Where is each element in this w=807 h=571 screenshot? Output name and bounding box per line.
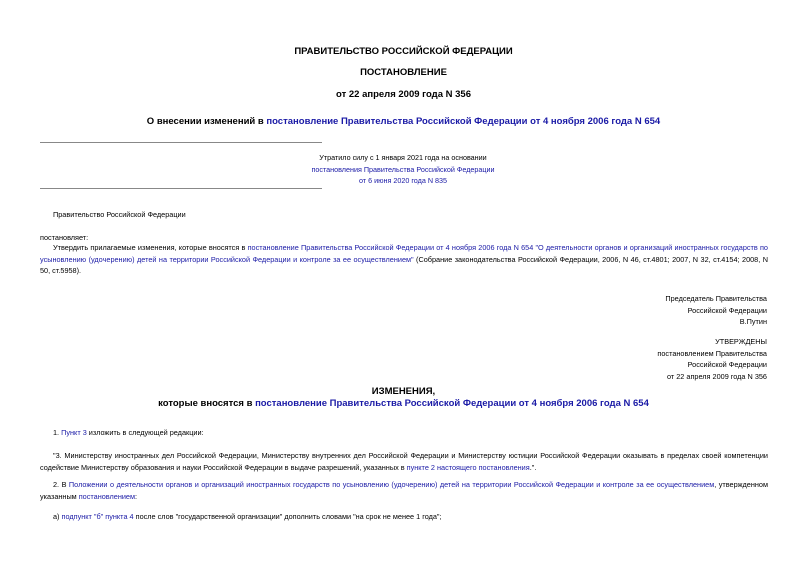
repeal-notice-text: Утратило силу с 1 января 2021 года на основании <box>319 153 487 162</box>
item-1-link[interactable]: Пункт 3 <box>61 428 87 437</box>
resolution-link[interactable]: постановление Правительства Российской Федерации от 4 ноября 2006 года N 654 "О деятельности органов и организаций иностранных государств по усыновлению (удочерению) детей на территории Российской Федерации и контроле за ее осуществлением" <box>40 243 768 264</box>
repeal-link-line1[interactable]: постановления Правительства Российской Федерации <box>311 164 495 174</box>
approval-block <box>657 336 767 382</box>
item-a: а) подпункт "б" пункта 4 после слов "государственной организации" дополнить словами "на срок не менее 1 года"; <box>53 512 442 521</box>
approval-line3: Российской Федерации <box>687 360 767 370</box>
title-link[interactable]: постановление Правительства Российской Федерации от 4 ноября 2006 года N 654 <box>266 116 661 127</box>
signature-org: Российской Федерации <box>687 305 767 315</box>
signature-block <box>665 293 767 328</box>
divider-top <box>40 142 322 143</box>
approval-date: от 22 апреля 2009 года N 356 <box>666 371 767 381</box>
changes-subheading: которые вносятся в постановление Правительства Российской Федерации от 4 ноября 2006 года N 654 <box>158 398 649 409</box>
approval-line2: постановлением Правительства <box>657 348 767 358</box>
title-prefix: О внесении изменений в <box>146 116 267 127</box>
changes-heading: ИЗМЕНЕНИЯ, <box>371 386 436 397</box>
item-1: 1. Пункт 3 изложить в следующей редакции: <box>53 428 204 437</box>
resolves-label: постановляет: <box>40 233 89 242</box>
government-name: Правительство Российской Федерации <box>53 210 186 219</box>
signature-title: Председатель Правительства <box>665 294 767 303</box>
repeal-link-line2[interactable]: от 6 июня 2020 года N 835 <box>358 176 448 185</box>
document-type: ПОСТАНОВЛЕНИЕ <box>360 67 447 78</box>
quoted-paragraph: "3. Министерству иностранных дел Российской Федерации, Министерству внутренних дел Российской Федерации и Министерству юстиции Российской Федерации оказывать в пределах своей компетенции содействие Министерству образования и науки Российской Федерации в выдаче разрешений, указанных в пункте 2 настоящего постановления.". <box>40 451 768 472</box>
repeal-notice <box>300 152 506 187</box>
resolution-paragraph: Утвердить прилагаемые изменения, которые вносятся в постановление Правительства Российской Федерации от 4 ноября 2006 года N 654 "О деятельности органов и организаций иностранных государств по усыновлению (удочерению) детей на территории Российской Федерации и контроле за ее осуществлением" (Собрание законодательства Российской Федерации, 2006, N 46, ст.4801; 2007, N 32, ст.4154; 2008, N 50, ст.5958). <box>40 243 768 276</box>
item-2: 2. В Положении о деятельности органов и организаций иностранных государств по усыновлению (удочерению) детей на территории Российской Федерации и контроле за ее осуществлением, утвержденном указанным постановлением: <box>40 480 768 501</box>
document-date: от 22 апреля 2009 года N 356 <box>336 89 471 100</box>
divider-bottom <box>40 188 322 189</box>
signature-name: В.Путин <box>739 317 767 327</box>
government-heading: ПРАВИТЕЛЬСТВО РОССИЙСКОЙ ФЕДЕРАЦИИ <box>294 46 513 57</box>
approval-title: УТВЕРЖДЕНЫ <box>715 337 767 346</box>
document-title <box>0 116 807 127</box>
item-a-link[interactable]: подпункт "б" пункта 4 <box>61 512 134 521</box>
item-2-link-regulation[interactable]: Положении о деятельности органов и организаций иностранных государств по усыновлению (удочерению) детей на территории Российской Федерации и контроле за ее осуществлением <box>68 480 715 489</box>
changes-subheading-link[interactable]: постановление Правительства Российской Федерации от 4 ноября 2006 года N 654 <box>255 398 649 409</box>
item-2-link-resolution[interactable]: постановлением <box>78 491 136 501</box>
quoted-paragraph-link[interactable]: пункте 2 настоящего постановления <box>406 462 530 472</box>
